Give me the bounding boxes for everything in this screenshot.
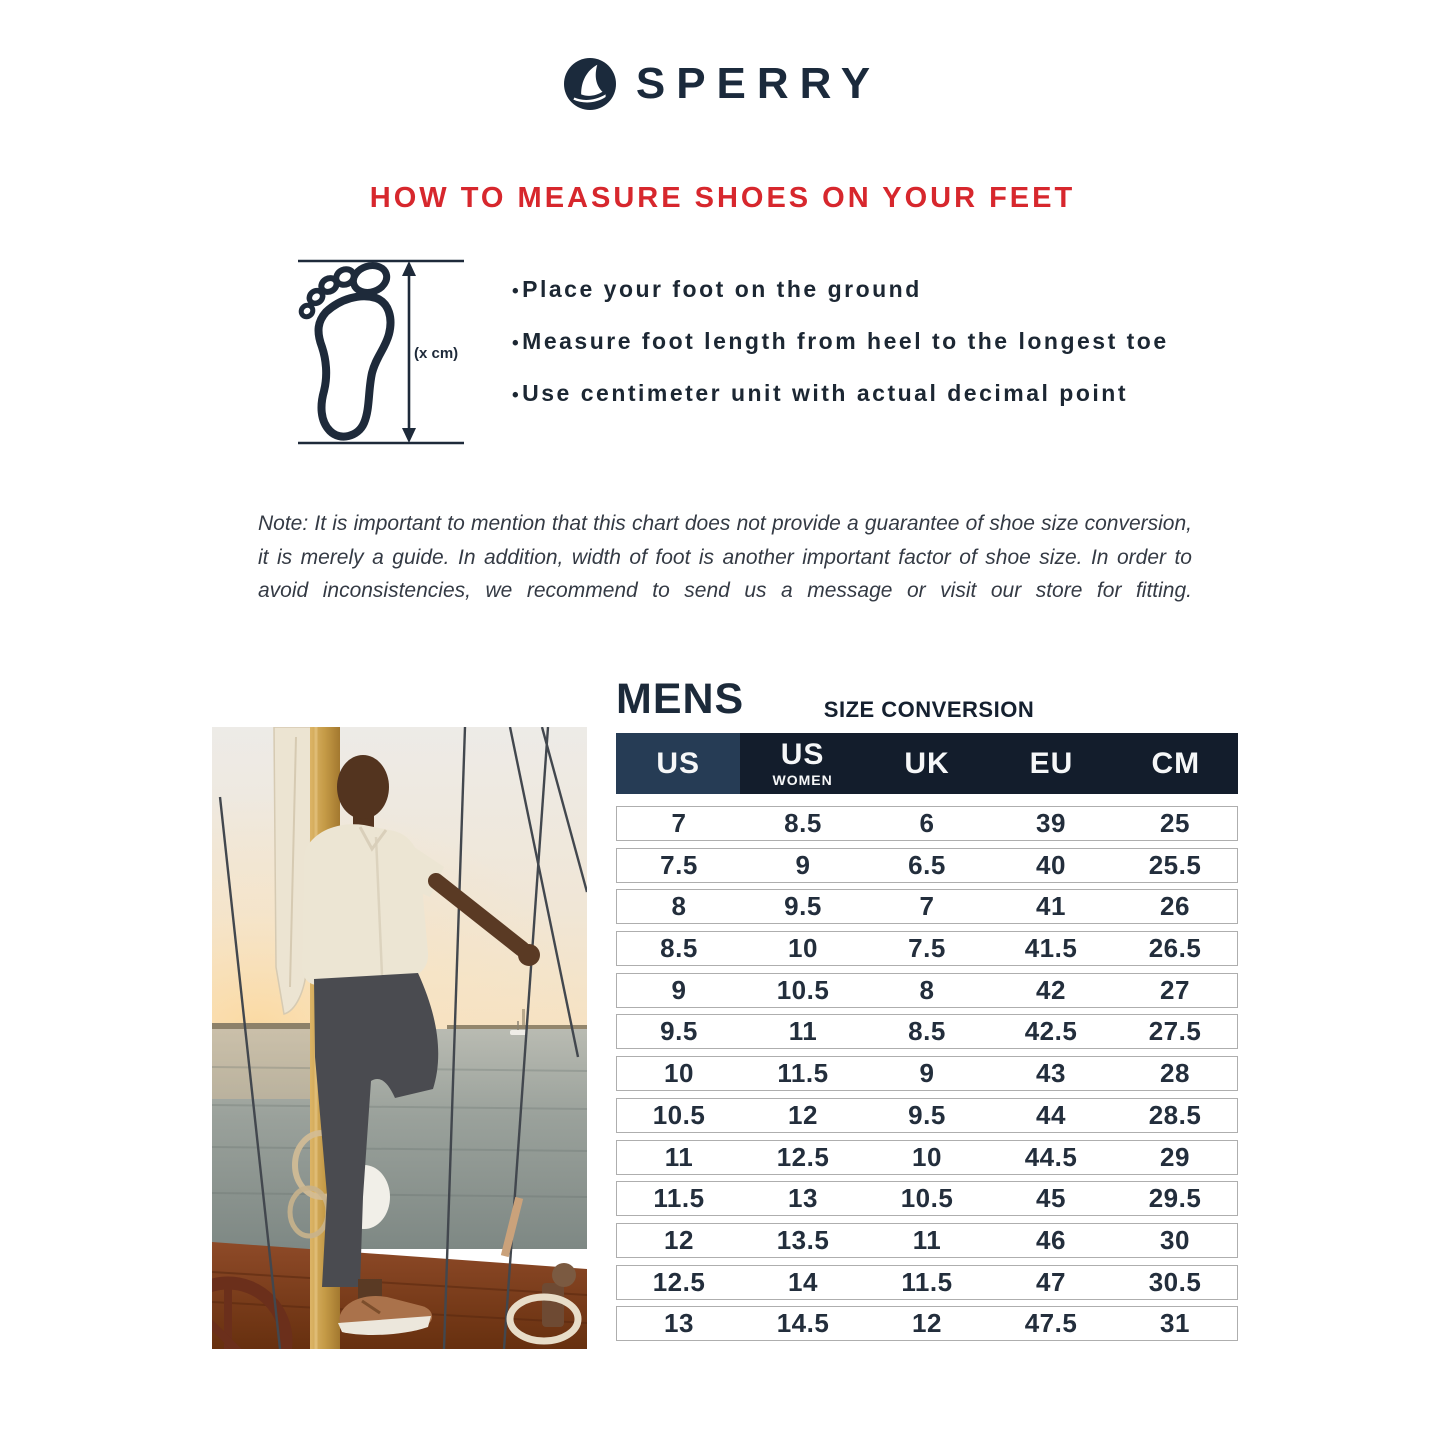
measure-unit-label: (x cm) — [414, 345, 459, 362]
size-cell: 7 — [671, 808, 687, 838]
size-cell: 30.5 — [1148, 1266, 1202, 1297]
size-cell: 12.5 — [776, 1141, 830, 1172]
size-cell: 43 — [1036, 1058, 1066, 1089]
size-cell: 41 — [1036, 891, 1066, 922]
size-cell: 6.5 — [908, 849, 946, 880]
size-cell: 25 — [1160, 808, 1190, 838]
size-cell: 9.5 — [660, 1016, 698, 1047]
size-cell: 28 — [1160, 1058, 1190, 1089]
table-row — [616, 1181, 1238, 1216]
instruction-item: • Use centimeter unit with actual decimal point — [512, 380, 1169, 407]
size-cell: 9.5 — [908, 1099, 946, 1130]
size-cell: 9 — [795, 849, 811, 880]
size-cell: 10.5 — [900, 1183, 954, 1214]
column-header-eu: EU — [1029, 746, 1074, 780]
size-cell: 47.5 — [1024, 1308, 1078, 1339]
brand-name: SPERRY — [635, 59, 882, 108]
size-cell: 10 — [664, 1058, 694, 1089]
brand-logo — [0, 58, 1445, 110]
size-cell: 27 — [1160, 974, 1190, 1005]
size-cell: 39 — [1036, 808, 1066, 838]
measure-section — [296, 250, 1169, 454]
size-cell: 7 — [919, 891, 935, 922]
size-cell: 12 — [912, 1308, 942, 1339]
table-header-row — [616, 733, 1238, 794]
size-cell: 9 — [919, 1058, 935, 1089]
size-cell: 29 — [1160, 1141, 1190, 1172]
size-cell: 44 — [1036, 1099, 1066, 1130]
table-row — [616, 1014, 1238, 1049]
size-cell: 11.5 — [653, 1183, 705, 1214]
table-row — [616, 806, 1238, 841]
size-cell: 12 — [788, 1099, 818, 1130]
size-cell: 13 — [788, 1183, 818, 1214]
column-header-us: US — [616, 733, 740, 794]
size-cell: 40 — [1036, 849, 1066, 880]
size-cell: 7.5 — [660, 849, 698, 880]
size-cell: 42 — [1036, 974, 1066, 1005]
sailboat-photo-illustration — [212, 727, 587, 1349]
section-subtitle: SIZE CONVERSION — [823, 697, 1035, 722]
size-cell: 7.5 — [908, 933, 946, 964]
foot-measurement-diagram — [296, 250, 468, 454]
size-cell: 10 — [788, 933, 818, 964]
size-cell: 9.5 — [784, 891, 822, 922]
page-title: HOW TO MEASURE SHOES ON YOUR FEET — [369, 182, 1076, 214]
size-cell: 11 — [912, 1224, 942, 1255]
size-cell: 8.5 — [784, 808, 822, 838]
lifestyle-photo — [212, 727, 587, 1349]
column-header-cm: CM — [1151, 746, 1201, 780]
instruction-item: • Place your foot on the ground — [512, 276, 1169, 303]
size-cell: 14 — [788, 1266, 818, 1297]
size-cell: 8 — [671, 891, 687, 922]
size-cell: 30 — [1160, 1224, 1190, 1255]
size-cell: 11.5 — [777, 1058, 829, 1089]
size-cell: 45 — [1036, 1183, 1066, 1214]
table-row — [616, 973, 1238, 1008]
size-cell: 14.5 — [776, 1308, 830, 1339]
table-row — [616, 1056, 1238, 1091]
size-cell: 10 — [912, 1141, 942, 1172]
size-cell: 13 — [664, 1308, 694, 1339]
size-cell: 31 — [1160, 1308, 1190, 1339]
size-cell: 11.5 — [901, 1266, 953, 1297]
size-cell: 41.5 — [1024, 933, 1078, 964]
size-cell: 8.5 — [660, 933, 698, 964]
size-cell: 28.5 — [1148, 1099, 1202, 1130]
table-row — [616, 1223, 1238, 1258]
table-row — [616, 1306, 1238, 1341]
size-cell: 6 — [919, 808, 935, 838]
instruction-list — [512, 276, 1169, 454]
table-row — [616, 848, 1238, 883]
size-cell: 26.5 — [1148, 933, 1202, 964]
column-header-us-women: US WOMEN — [772, 738, 833, 788]
table-row — [616, 931, 1238, 966]
table-row — [616, 1140, 1238, 1175]
table-row — [616, 1265, 1238, 1300]
column-header-uk: UK — [904, 746, 950, 780]
size-cell: 13.5 — [776, 1224, 830, 1255]
size-cell: 27.5 — [1148, 1016, 1202, 1047]
size-cell: 44.5 — [1024, 1141, 1078, 1172]
size-rows — [616, 806, 1238, 1348]
size-cell: 25.5 — [1148, 849, 1202, 880]
size-cell: 12.5 — [652, 1266, 706, 1297]
size-cell: 26 — [1160, 891, 1190, 922]
table-row — [616, 889, 1238, 924]
size-cell: 10.5 — [776, 974, 830, 1005]
size-cell: 29.5 — [1148, 1183, 1202, 1214]
size-cell: 42.5 — [1024, 1016, 1078, 1047]
size-cell: 8.5 — [908, 1016, 946, 1047]
size-cell: 11 — [788, 1016, 818, 1047]
size-cell: 8 — [919, 974, 935, 1005]
table-row — [616, 1098, 1238, 1133]
size-cell: 11 — [664, 1141, 694, 1172]
instruction-item: • Measure foot length from heel to the longest toe — [512, 328, 1169, 355]
size-cell: 46 — [1036, 1224, 1066, 1255]
size-cell: 9 — [671, 974, 687, 1005]
size-cell: 12 — [664, 1224, 694, 1255]
section-title: MENS — [616, 675, 745, 723]
sperry-sailboat-icon — [564, 58, 616, 110]
size-cell: 47 — [1036, 1266, 1066, 1297]
size-cell: 10.5 — [652, 1099, 706, 1130]
disclaimer-note: Note: It is important to mention that this chart does not provide a guarantee of shoe size conversion, it is merely a guide. In addition, width of foot is another important factor of shoe size. In order to avoid inconsistencies, we recommend to send us a message or visit our store for fitting. — [258, 512, 1192, 602]
